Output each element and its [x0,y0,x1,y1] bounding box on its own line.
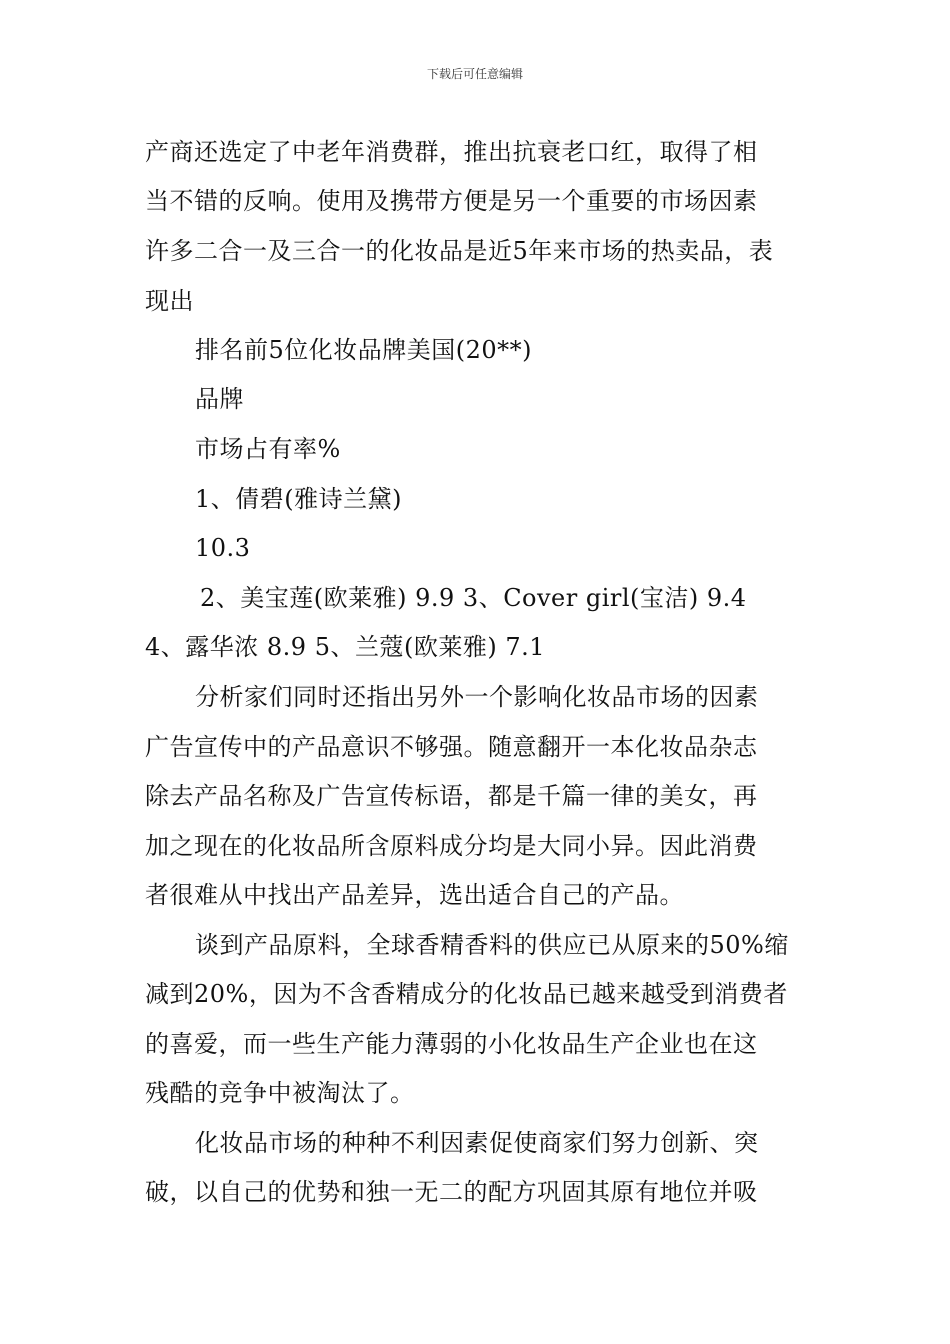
body-line-3: 许多二合一及三合一的化妆品是近5年来市场的热卖品，表 [145,237,774,265]
body-line-13: 广告宣传中的产品意识不够强。随意翻开一本化妆品杂志 [145,733,758,761]
table-title: 排名前5位化妆品牌美国(20**) [195,336,533,364]
table-row-1-brand: 1、倩碧(雅诗兰黛) [195,485,402,513]
table-rows-2-3: 2、美宝莲(欧莱雅) 9.9 3、Cover girl(宝洁) 9.4 [200,584,747,612]
table-header-share: 市场占有率% [195,435,341,463]
body-line-1: 产商还选定了中老年消费群，推出抗衰老口红，取得了相 [145,138,758,166]
table-rows-4-5: 4、露华浓 8.9 5、兰蔻(欧莱雅) 7.1 [145,633,545,661]
body-line-2: 当不错的反响。使用及携带方便是另一个重要的市场因素 [145,187,758,215]
body-line-21: 化妆品市场的种种不利因素促使商家们努力创新、突 [195,1129,759,1157]
body-line-16: 者很难从中找出产品差异，选出适合自己的产品。 [145,881,684,909]
body-line-18: 减到20%，因为不含香精成分的化妆品已越来越受到消费者 [145,980,788,1008]
body-line-14: 除去产品名称及广告宣传标语，都是千篇一律的美女，再 [145,782,758,810]
body-line-15: 加之现在的化妆品所含原料成分均是大同小异。因此消费 [145,832,758,860]
body-line-19: 的喜爱，而一些生产能力薄弱的小化妆品生产企业也在这 [145,1030,758,1058]
body-line-4: 现出 [145,287,194,315]
body-line-17: 谈到产品原料，全球香精香料的供应已从原来的50%缩 [195,931,789,959]
body-line-22: 破，以自己的优势和独一无二的配方巩固其原有地位并吸 [145,1178,758,1206]
table-header-brand: 品牌 [195,385,244,413]
body-line-12: 分析家们同时还指出另外一个影响化妆品市场的因素 [195,683,759,711]
page-header-note: 下载后可任意编辑 [426,67,523,81]
body-line-20: 残酷的竞争中被淘汰了。 [145,1079,415,1107]
table-row-1-share: 10.3 [195,534,251,562]
